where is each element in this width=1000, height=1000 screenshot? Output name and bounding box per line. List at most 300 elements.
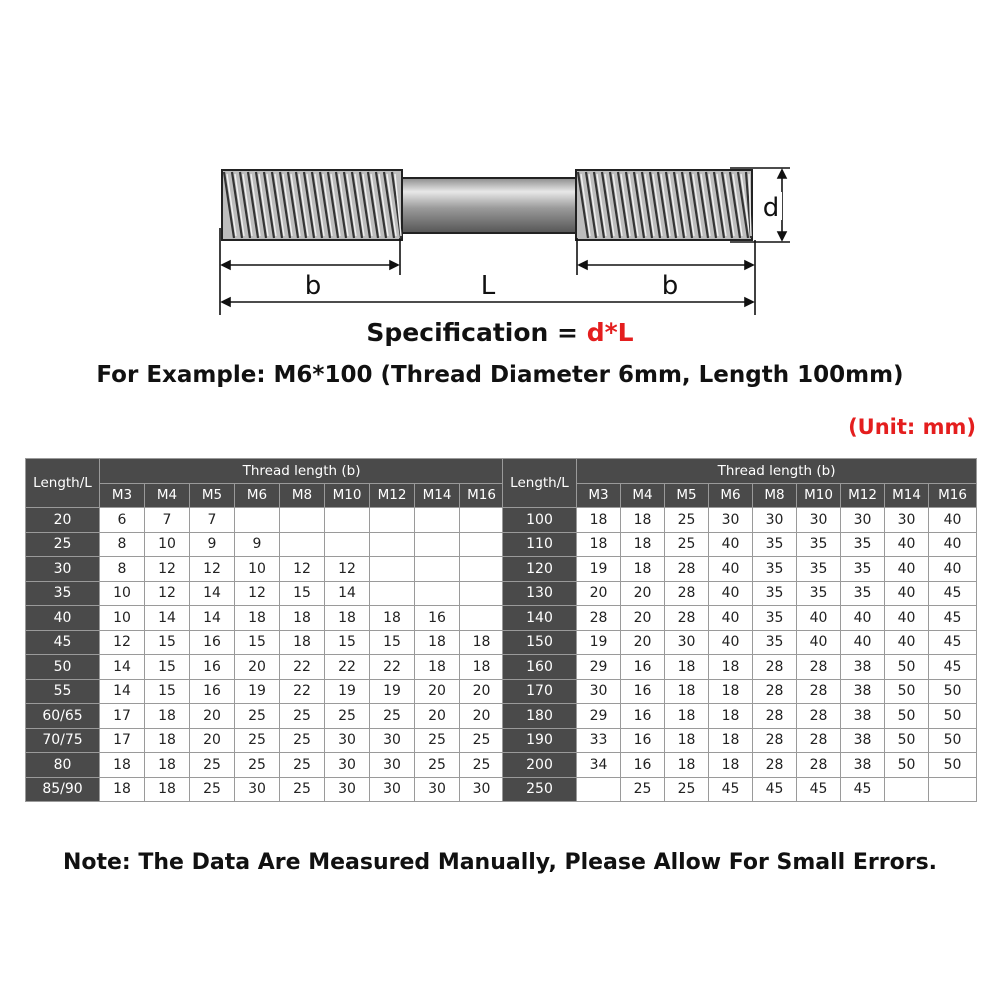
- thread-length-cell: 20: [460, 704, 504, 729]
- thread-length-cell: 35: [753, 581, 797, 606]
- thread-length-cell: 45: [929, 606, 977, 631]
- thread-length-cell: 18: [709, 704, 753, 729]
- length-cell: 130: [503, 581, 577, 606]
- thread-length-cell: 45: [929, 655, 977, 680]
- thread-length-cell: 25: [190, 777, 235, 802]
- dim-label-L: L: [480, 271, 496, 301]
- thread-length-cell: 30: [885, 508, 929, 533]
- thread-length-cell: [325, 532, 370, 557]
- thread-length-cell: 30: [235, 777, 280, 802]
- shaft: [400, 178, 580, 233]
- thread-length-cell: 18: [280, 606, 325, 631]
- size-header-m14: M14: [885, 483, 929, 508]
- thread-length-cell: 45: [929, 630, 977, 655]
- thread-length-cell: 40: [841, 630, 885, 655]
- thread-length-cell: 10: [145, 532, 190, 557]
- thread-length-cell: 40: [929, 508, 977, 533]
- thread-length-cell: 30: [415, 777, 460, 802]
- thread-length-cell: 38: [841, 704, 885, 729]
- thread-length-cell: 33: [577, 728, 621, 753]
- thread-length-cell: 45: [709, 777, 753, 802]
- thread-length-cell: 28: [753, 655, 797, 680]
- thread-length-cell: 35: [797, 532, 841, 557]
- thread-length-cell: 30: [325, 753, 370, 778]
- table-row: [26, 704, 504, 729]
- thread-length-cell: 28: [577, 606, 621, 631]
- thread-length-cell: 15: [370, 630, 415, 655]
- size-header-m6: M6: [235, 483, 280, 508]
- thread-length-cell: 19: [325, 679, 370, 704]
- length-cell: 160: [503, 655, 577, 680]
- thread-length-cell: 50: [885, 679, 929, 704]
- thread-length-cell: 28: [797, 679, 841, 704]
- thread-length-cell: 35: [797, 581, 841, 606]
- thread-length-cell: 16: [190, 630, 235, 655]
- thread-length-cell: 30: [709, 508, 753, 533]
- thread-length-cell: 25: [325, 704, 370, 729]
- thread-length-cell: 35: [841, 557, 885, 582]
- thread-length-cell: 18: [621, 557, 665, 582]
- thread-length-cell: 40: [885, 581, 929, 606]
- thread-length-cell: 20: [460, 679, 504, 704]
- thread-length-cell: 16: [621, 679, 665, 704]
- thread-length-cell: 30: [665, 630, 709, 655]
- thread-length-cell: 19: [370, 679, 415, 704]
- table-row: [26, 581, 504, 606]
- thread-length-header: Thread length (b): [100, 459, 504, 484]
- thread-length-cell: 12: [145, 557, 190, 582]
- thread-length-cell: 22: [325, 655, 370, 680]
- thread-length-cell: 25: [280, 728, 325, 753]
- thread-length-header: Thread length (b): [577, 459, 977, 484]
- table-row: [26, 508, 504, 533]
- dim-label-d: d: [762, 193, 780, 223]
- thread-length-cell: 12: [235, 581, 280, 606]
- thread-length-cell: 14: [100, 655, 145, 680]
- thread-length-cell: 15: [325, 630, 370, 655]
- thread-length-cell: 40: [885, 532, 929, 557]
- thread-length-cell: 20: [621, 606, 665, 631]
- thread-length-cell: 30: [370, 728, 415, 753]
- thread-length-cell: [415, 557, 460, 582]
- thread-length-cell: 25: [665, 777, 709, 802]
- thread-length-cell: [280, 532, 325, 557]
- length-cell: 200: [503, 753, 577, 778]
- thread-length-cell: 15: [280, 581, 325, 606]
- thread-length-cell: 40: [929, 557, 977, 582]
- thread-length-cell: 45: [797, 777, 841, 802]
- thread-length-cell: 10: [100, 581, 145, 606]
- table-row: [503, 655, 977, 680]
- thread-length-cell: [370, 581, 415, 606]
- thread-length-cell: 25: [235, 704, 280, 729]
- thread-length-cell: [415, 581, 460, 606]
- thread-length-cell: [235, 508, 280, 533]
- table-row: [503, 728, 977, 753]
- size-header-m6: M6: [709, 483, 753, 508]
- thread-length-cell: 18: [577, 508, 621, 533]
- thread-length-cell: 25: [460, 753, 504, 778]
- length-cell: 40: [26, 606, 100, 631]
- thread-length-cell: 6: [100, 508, 145, 533]
- thread-length-cell: 18: [709, 679, 753, 704]
- dim-label-b-left: b: [304, 271, 322, 301]
- example-line: For Example: M6*100 (Thread Diameter 6mm, Length 100mm): [96, 362, 904, 388]
- size-header-m16: M16: [929, 483, 977, 508]
- thread-length-cell: 18: [370, 606, 415, 631]
- thread-length-cell: 50: [929, 704, 977, 729]
- thread-length-cell: 25: [280, 704, 325, 729]
- thread-length-cell: 15: [145, 630, 190, 655]
- thread-length-cell: 29: [577, 704, 621, 729]
- thread-length-cell: 18: [235, 606, 280, 631]
- size-header-m8: M8: [280, 483, 325, 508]
- thread-length-cell: 25: [235, 753, 280, 778]
- length-cell: 140: [503, 606, 577, 631]
- thread-length-cell: 18: [415, 630, 460, 655]
- thread-length-cell: 18: [325, 606, 370, 631]
- thread-length-cell: 19: [235, 679, 280, 704]
- length-cell: 180: [503, 704, 577, 729]
- thread-length-cell: 30: [797, 508, 841, 533]
- thread-length-cell: 14: [190, 606, 235, 631]
- thread-length-cell: 18: [665, 728, 709, 753]
- thread-length-cell: 35: [797, 557, 841, 582]
- thread-length-cell: 20: [621, 581, 665, 606]
- thread-length-cell: 18: [665, 704, 709, 729]
- length-cell: 25: [26, 532, 100, 557]
- thread-length-cell: 18: [280, 630, 325, 655]
- size-header-m3: M3: [100, 483, 145, 508]
- thread-length-cell: 17: [100, 728, 145, 753]
- thread-length-cell: [929, 777, 977, 802]
- thread-length-cell: 10: [100, 606, 145, 631]
- thread-length-cell: 28: [665, 557, 709, 582]
- thread-length-cell: 25: [280, 753, 325, 778]
- size-header-m4: M4: [145, 483, 190, 508]
- thread-length-cell: 18: [145, 753, 190, 778]
- size-header-m12: M12: [370, 483, 415, 508]
- size-header-m10: M10: [797, 483, 841, 508]
- thread-length-cell: 18: [621, 508, 665, 533]
- stud-bolt-diagram: [0, 150, 1000, 320]
- thread-length-cell: 9: [235, 532, 280, 557]
- thread-length-cell: 29: [577, 655, 621, 680]
- thread-length-cell: 20: [415, 679, 460, 704]
- thread-length-cell: 45: [753, 777, 797, 802]
- length-cell: 150: [503, 630, 577, 655]
- thread-length-table-right: [502, 458, 977, 802]
- thread-length-cell: 18: [709, 753, 753, 778]
- thread-length-cell: 25: [665, 508, 709, 533]
- size-header-m12: M12: [841, 483, 885, 508]
- length-cell: 30: [26, 557, 100, 582]
- thread-length-cell: [885, 777, 929, 802]
- thread-length-cell: 50: [929, 728, 977, 753]
- thread-length-cell: 16: [621, 728, 665, 753]
- length-cell: 70/75: [26, 728, 100, 753]
- thread-length-cell: 18: [145, 728, 190, 753]
- thread-length-cell: 40: [929, 532, 977, 557]
- thread-length-cell: 25: [415, 728, 460, 753]
- thread-length-cell: 18: [709, 655, 753, 680]
- thread-length-cell: 16: [621, 704, 665, 729]
- thread-length-cell: 28: [665, 581, 709, 606]
- length-cell: 50: [26, 655, 100, 680]
- thread-length-cell: [415, 508, 460, 533]
- thread-length-cell: 18: [100, 753, 145, 778]
- thread-length-cell: 28: [753, 679, 797, 704]
- table-row: [26, 606, 504, 631]
- thread-length-cell: 30: [325, 777, 370, 802]
- thread-length-cell: [370, 508, 415, 533]
- length-cell: 55: [26, 679, 100, 704]
- table-row: [503, 704, 977, 729]
- thread-length-cell: 25: [370, 704, 415, 729]
- thread-length-cell: 34: [577, 753, 621, 778]
- thread-length-cell: 18: [145, 777, 190, 802]
- thread-length-cell: 25: [621, 777, 665, 802]
- thread-length-cell: 22: [280, 679, 325, 704]
- length-cell: 45: [26, 630, 100, 655]
- thread-length-cell: 9: [190, 532, 235, 557]
- thread-length-cell: 45: [841, 777, 885, 802]
- thread-length-cell: 16: [190, 679, 235, 704]
- thread-length-cell: 18: [577, 532, 621, 557]
- size-header-m5: M5: [190, 483, 235, 508]
- thread-length-cell: 28: [753, 728, 797, 753]
- table-row: [26, 728, 504, 753]
- table-row: [503, 753, 977, 778]
- table-row: [26, 532, 504, 557]
- thread-length-cell: 30: [577, 679, 621, 704]
- length-cell: 60/65: [26, 704, 100, 729]
- length-header: Length/L: [503, 459, 577, 508]
- thread-length-cell: [325, 508, 370, 533]
- thread-length-cell: 12: [190, 557, 235, 582]
- thread-length-cell: 30: [370, 753, 415, 778]
- thread-length-cell: 20: [235, 655, 280, 680]
- thread-length-cell: 18: [665, 679, 709, 704]
- thread-length-cell: [460, 606, 504, 631]
- thread-length-cell: 22: [370, 655, 415, 680]
- length-cell: 100: [503, 508, 577, 533]
- unit-label: (Unit: mm): [848, 415, 976, 439]
- thread-length-cell: 19: [577, 557, 621, 582]
- thread-length-cell: 14: [145, 606, 190, 631]
- thread-length-cell: 50: [885, 655, 929, 680]
- thread-length-cell: 40: [841, 606, 885, 631]
- thread-length-cell: 40: [885, 606, 929, 631]
- table-row: [503, 508, 977, 533]
- thread-length-cell: 38: [841, 753, 885, 778]
- thread-length-cell: 40: [709, 606, 753, 631]
- left-thread: [222, 170, 402, 240]
- thread-length-cell: 30: [460, 777, 504, 802]
- thread-length-cell: 40: [885, 557, 929, 582]
- thread-length-cell: 38: [841, 655, 885, 680]
- specification-formula: d*L: [586, 318, 634, 347]
- table-row: [26, 557, 504, 582]
- thread-length-cell: 40: [885, 630, 929, 655]
- thread-length-cell: 25: [190, 753, 235, 778]
- thread-length-cell: 18: [665, 753, 709, 778]
- thread-length-cell: 28: [797, 704, 841, 729]
- length-cell: 170: [503, 679, 577, 704]
- thread-length-cell: 50: [929, 753, 977, 778]
- size-header-m16: M16: [460, 483, 504, 508]
- thread-length-cell: 10: [235, 557, 280, 582]
- table-row: [26, 753, 504, 778]
- thread-length-cell: 18: [145, 704, 190, 729]
- thread-length-cell: 30: [325, 728, 370, 753]
- size-header-m8: M8: [753, 483, 797, 508]
- thread-length-cell: 30: [370, 777, 415, 802]
- thread-length-table-left: [25, 458, 504, 802]
- table-row: [26, 655, 504, 680]
- thread-length-cell: 40: [709, 532, 753, 557]
- size-header-m10: M10: [325, 483, 370, 508]
- table-row: [26, 679, 504, 704]
- thread-length-cell: 7: [145, 508, 190, 533]
- thread-length-cell: 35: [753, 557, 797, 582]
- thread-length-cell: 28: [753, 753, 797, 778]
- thread-length-cell: 19: [577, 630, 621, 655]
- thread-length-cell: 38: [841, 728, 885, 753]
- thread-length-cell: 18: [415, 655, 460, 680]
- length-cell: 35: [26, 581, 100, 606]
- thread-length-cell: 20: [190, 728, 235, 753]
- thread-length-cell: 20: [415, 704, 460, 729]
- thread-length-cell: 50: [885, 704, 929, 729]
- thread-length-cell: 25: [235, 728, 280, 753]
- thread-length-cell: 22: [280, 655, 325, 680]
- dim-label-b-right: b: [661, 271, 679, 301]
- table-row: [503, 679, 977, 704]
- thread-length-cell: 14: [325, 581, 370, 606]
- thread-length-cell: 15: [145, 655, 190, 680]
- thread-length-cell: [460, 581, 504, 606]
- thread-length-cell: 7: [190, 508, 235, 533]
- thread-length-cell: 40: [709, 630, 753, 655]
- thread-length-cell: 15: [145, 679, 190, 704]
- thread-length-cell: [280, 508, 325, 533]
- thread-length-cell: [577, 777, 621, 802]
- thread-length-cell: 40: [709, 557, 753, 582]
- table-row: [503, 532, 977, 557]
- thread-length-cell: 16: [621, 655, 665, 680]
- thread-length-cell: 30: [841, 508, 885, 533]
- table-row: [26, 777, 504, 802]
- thread-length-cell: 28: [797, 728, 841, 753]
- thread-length-cell: 28: [665, 606, 709, 631]
- table-row: [503, 606, 977, 631]
- thread-length-cell: 25: [415, 753, 460, 778]
- thread-length-cell: 25: [460, 728, 504, 753]
- size-header-m5: M5: [665, 483, 709, 508]
- thread-length-cell: 14: [100, 679, 145, 704]
- thread-length-cell: 28: [797, 753, 841, 778]
- thread-length-cell: 12: [325, 557, 370, 582]
- size-header-m4: M4: [621, 483, 665, 508]
- length-cell: 20: [26, 508, 100, 533]
- thread-length-cell: 18: [100, 777, 145, 802]
- thread-length-cell: 8: [100, 557, 145, 582]
- thread-length-cell: 16: [415, 606, 460, 631]
- thread-length-cell: 50: [885, 753, 929, 778]
- size-header-m3: M3: [577, 483, 621, 508]
- specification-line: [0, 318, 1000, 347]
- thread-length-cell: [460, 557, 504, 582]
- thread-length-cell: [460, 532, 504, 557]
- thread-length-cell: 25: [280, 777, 325, 802]
- thread-length-cell: 16: [621, 753, 665, 778]
- thread-length-cell: 50: [885, 728, 929, 753]
- thread-length-cell: 45: [929, 581, 977, 606]
- thread-length-cell: 35: [841, 581, 885, 606]
- table-row: [26, 630, 504, 655]
- length-cell: 85/90: [26, 777, 100, 802]
- length-cell: 120: [503, 557, 577, 582]
- table-row: [503, 777, 977, 802]
- length-header: Length/L: [26, 459, 100, 508]
- size-header-m14: M14: [415, 483, 460, 508]
- thread-length-cell: 35: [753, 532, 797, 557]
- thread-length-cell: 35: [753, 606, 797, 631]
- thread-length-cell: 28: [753, 704, 797, 729]
- thread-length-cell: 16: [190, 655, 235, 680]
- thread-length-cell: [370, 532, 415, 557]
- thread-length-cell: 20: [577, 581, 621, 606]
- thread-length-cell: 40: [709, 581, 753, 606]
- thread-length-cell: [460, 508, 504, 533]
- thread-length-cell: 18: [621, 532, 665, 557]
- thread-length-cell: 20: [190, 704, 235, 729]
- thread-length-cell: 38: [841, 679, 885, 704]
- thread-length-cell: [370, 557, 415, 582]
- thread-length-cell: 8: [100, 532, 145, 557]
- table-row: [503, 581, 977, 606]
- specification-prefix: Specification =: [366, 318, 587, 347]
- thread-length-cell: 12: [280, 557, 325, 582]
- length-cell: 190: [503, 728, 577, 753]
- right-thread: [576, 170, 752, 240]
- thread-length-cell: 18: [709, 728, 753, 753]
- thread-length-cell: 50: [929, 679, 977, 704]
- thread-length-cell: 14: [190, 581, 235, 606]
- thread-length-cell: 15: [235, 630, 280, 655]
- thread-length-cell: 40: [797, 630, 841, 655]
- thread-length-cell: 28: [797, 655, 841, 680]
- thread-length-cell: 20: [621, 630, 665, 655]
- thread-length-cell: 17: [100, 704, 145, 729]
- thread-length-cell: 35: [841, 532, 885, 557]
- thread-length-cell: 18: [460, 655, 504, 680]
- thread-length-cell: 35: [753, 630, 797, 655]
- thread-length-cell: 12: [145, 581, 190, 606]
- thread-length-cell: 30: [753, 508, 797, 533]
- length-cell: 110: [503, 532, 577, 557]
- thread-length-cell: [415, 532, 460, 557]
- table-row: [503, 557, 977, 582]
- thread-length-cell: 18: [460, 630, 504, 655]
- thread-length-cell: 18: [665, 655, 709, 680]
- thread-length-cell: 25: [665, 532, 709, 557]
- thread-length-cell: 12: [100, 630, 145, 655]
- length-cell: 250: [503, 777, 577, 802]
- table-row: [503, 630, 977, 655]
- measurement-note: Note: The Data Are Measured Manually, Please Allow For Small Errors.: [62, 850, 938, 875]
